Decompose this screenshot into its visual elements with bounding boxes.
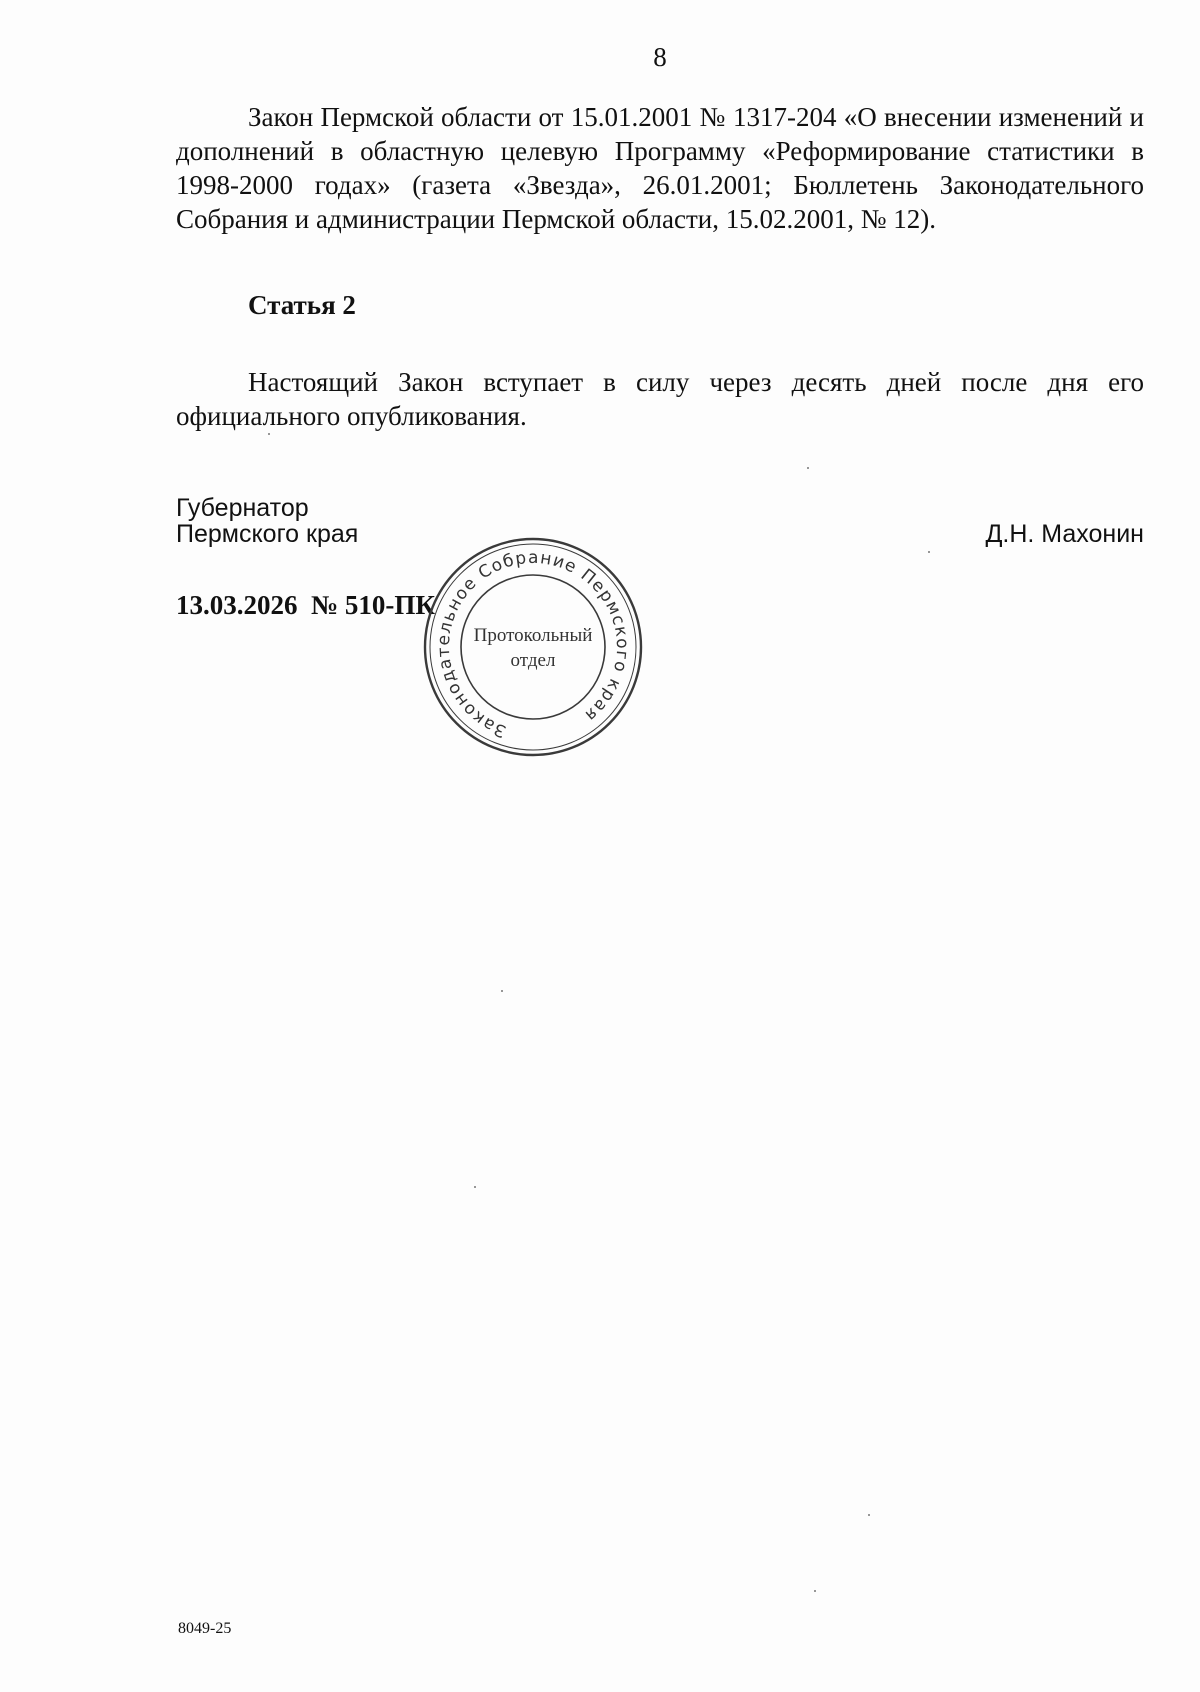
signatory-position-line2: Пермского края xyxy=(176,520,359,548)
signatory-position xyxy=(176,495,358,547)
signatory-position-line1: Губернатор xyxy=(176,494,309,522)
scan-speck xyxy=(474,1186,476,1188)
page-number: 8 xyxy=(653,42,667,72)
official-stamp xyxy=(420,534,646,760)
law-date-number: 13.03.2026 № 510-ПК xyxy=(176,590,435,620)
stamp-center-line2: отдел xyxy=(510,650,556,671)
scan-speck xyxy=(268,433,270,435)
scan-speck xyxy=(501,990,503,992)
paragraph-entry-into-force: Настоящий Закон вступает в силу через десять дней после дня его официального опубликования. xyxy=(176,367,1144,431)
svg-text:Законодательное Собрание Пермс xyxy=(420,534,646,760)
scan-speck xyxy=(868,1514,870,1516)
paragraph-previous-law: Закон Пермской области от 15.01.2001 № 1317-204 «О внесении изменений и дополнений в областную целевую Программу «Реформирование статистики в 1998-2000 годах» (газета «Звезда», 26.01.2001; Бюллетень Законодательного Собрания и администрации Пермской области, 15.02.2001, № 12). xyxy=(176,102,1144,234)
article-heading: Статья 2 xyxy=(248,290,356,320)
stamp-center-line1: Протокольный xyxy=(473,625,593,646)
document-code: 8049-25 xyxy=(178,1620,232,1637)
stamp-ring-text: Законодательное Собрание Пермского края xyxy=(433,547,633,742)
scan-speck xyxy=(807,467,809,469)
stamp-seal-icon xyxy=(420,534,646,760)
scan-speck xyxy=(928,551,930,553)
signatory-name: Д.Н. Махонин xyxy=(985,520,1144,548)
scan-speck xyxy=(814,1590,816,1592)
